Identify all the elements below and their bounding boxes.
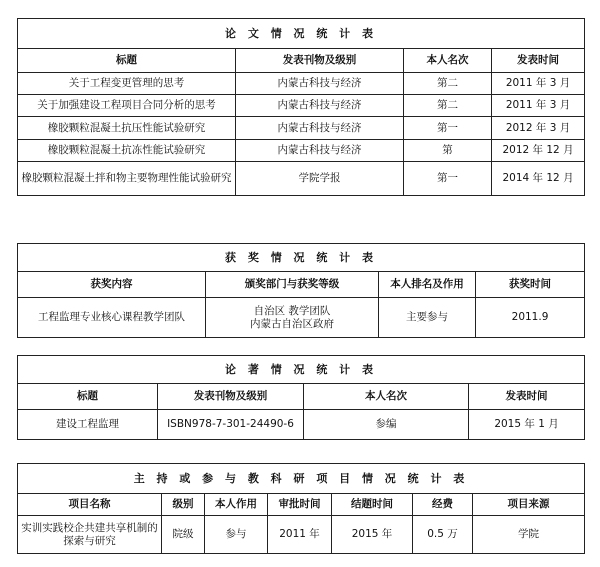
books-header-journal: 发表刊物及级别 <box>158 384 304 410</box>
award-dept <box>206 298 379 338</box>
paper-title: 橡胶颗粒混凝土抗压性能试验研究 <box>18 117 236 140</box>
award-dept-line2: 内蒙古自治区政府 <box>250 317 334 330</box>
books-table-title: 论 著 情 况 统 计 表 <box>18 356 585 384</box>
paper-journal: 内蒙古科技与经济 <box>236 117 404 140</box>
papers-table <box>17 18 585 196</box>
books-header-title: 标题 <box>18 384 158 410</box>
table-row <box>18 117 585 140</box>
project-role: 参与 <box>205 516 268 554</box>
paper-journal: 内蒙古科技与经济 <box>236 140 404 162</box>
awards-header-dept: 颁奖部门与获奖等级 <box>206 272 379 298</box>
paper-rank: 第一 <box>404 162 492 196</box>
awards-header-role: 本人排名及作用 <box>379 272 476 298</box>
award-content: 工程监理专业核心课程教学团队 <box>18 298 206 338</box>
projects-table <box>17 463 585 554</box>
project-level: 院级 <box>162 516 205 554</box>
paper-rank: 第一 <box>404 117 492 140</box>
project-completion: 2015 年 <box>332 516 413 554</box>
awards-header-date: 获奖时间 <box>476 272 585 298</box>
project-name: 实训实践校企共建共享机制的探索与研究 <box>18 516 162 554</box>
books-header-rank: 本人名次 <box>304 384 469 410</box>
table-row <box>18 140 585 162</box>
papers-header-date: 发表时间 <box>492 49 585 73</box>
papers-header-title: 标题 <box>18 49 236 73</box>
book-rank: 参编 <box>304 410 469 440</box>
paper-journal: 内蒙古科技与经济 <box>236 95 404 117</box>
paper-title: 关于加强建设工程项目合同分析的思考 <box>18 95 236 117</box>
projects-header-funding: 经费 <box>413 494 473 516</box>
table-row <box>18 95 585 117</box>
papers-header-rank: 本人名次 <box>404 49 492 73</box>
award-date: 2011.9 <box>476 298 585 338</box>
projects-header-approval: 审批时间 <box>268 494 332 516</box>
book-date: 2015 年 1 月 <box>469 410 585 440</box>
paper-date: 2011 年 3 月 <box>492 95 585 117</box>
projects-header-source: 项目来源 <box>473 494 585 516</box>
paper-rank: 第 <box>404 140 492 162</box>
books-header-date: 发表时间 <box>469 384 585 410</box>
books-table <box>17 355 585 440</box>
book-isbn: ISBN978-7-301-24490-6 <box>158 410 304 440</box>
paper-date: 2012 年 12 月 <box>492 140 585 162</box>
projects-header-name: 项目名称 <box>18 494 162 516</box>
table-row <box>18 516 585 554</box>
paper-date: 2011 年 3 月 <box>492 73 585 95</box>
table-row <box>18 162 585 196</box>
paper-journal: 学院学报 <box>236 162 404 196</box>
paper-journal: 内蒙古科技与经济 <box>236 73 404 95</box>
table-row <box>18 410 585 440</box>
awards-table <box>17 243 585 338</box>
papers-table-title: 论 文 情 况 统 计 表 <box>18 19 585 49</box>
projects-header-level: 级别 <box>162 494 205 516</box>
awards-table-title: 获 奖 情 况 统 计 表 <box>18 244 585 272</box>
project-approval: 2011 年 <box>268 516 332 554</box>
paper-date: 2014 年 12 月 <box>492 162 585 196</box>
table-row <box>18 73 585 95</box>
paper-rank: 第二 <box>404 95 492 117</box>
paper-date: 2012 年 3 月 <box>492 117 585 140</box>
paper-title: 橡胶颗粒混凝土拌和物主要物理性能试验研究 <box>18 162 236 196</box>
project-source: 学院 <box>473 516 585 554</box>
paper-title: 橡胶颗粒混凝土抗冻性能试验研究 <box>18 140 236 162</box>
award-role: 主要参与 <box>379 298 476 338</box>
projects-header-completion: 结题时间 <box>332 494 413 516</box>
paper-rank: 第二 <box>404 73 492 95</box>
award-dept-line1: 自治区 教学团队 <box>253 304 331 317</box>
papers-header-journal: 发表刊物及级别 <box>236 49 404 73</box>
projects-header-role: 本人作用 <box>205 494 268 516</box>
paper-title: 关于工程变更管理的思考 <box>18 73 236 95</box>
awards-header-content: 获奖内容 <box>18 272 206 298</box>
table-row <box>18 298 585 338</box>
project-funding: 0.5 万 <box>413 516 473 554</box>
projects-table-title: 主 持 或 参 与 教 科 研 项 目 情 况 统 计 表 <box>18 464 585 494</box>
book-title: 建设工程监理 <box>18 410 158 440</box>
